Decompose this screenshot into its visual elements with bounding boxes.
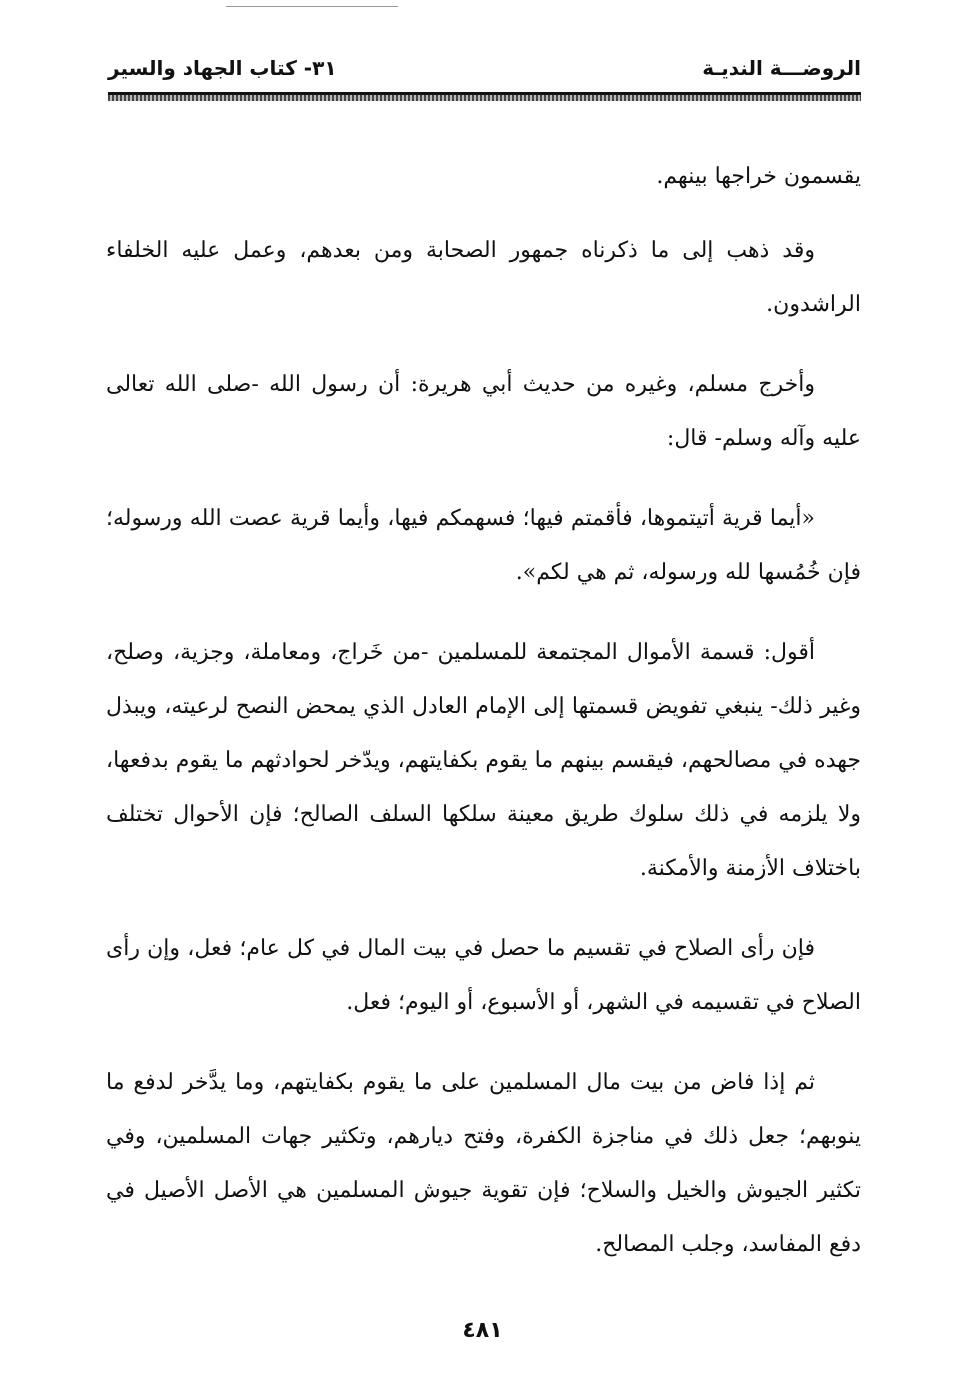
paragraph-surplus: ثم إذا فاض من بيت مال المسلمين على ما يقوم بكفايتهم، وما يدَّخر لدفع ما ينوبهم؛ جعل ذلك في مناجزة الكفرة، وفتح ديارهم، وتكثير جهات المسلمين، وفي تكثير الجيوش والخيل والسلاح؛ فإن تقوية جيوش المسلمين هي الأصل الأصيل في دفع المفاسد، وجلب المصالح.	[106, 1070, 861, 1257]
page-body	[106, 150, 861, 1298]
paragraph-author-opinion: أقول: قسمة الأموال المجتمعة للمسلمين -من خَراج، ومعاملة، وجزية، وصلح، وغير ذلك- ينبغي تفويض قسمتها إلى الإمام العادل الذي يمحض النصح لرعيته، ويبذل جهده في مصالحهم، فيقسم بينهم ما يقوم بكفايتهم، ويدّخر لحوادثهم ما يقوم بدفعها، ولا يلزمه في ذلك سلوك طريق معينة سلكها السلف الصالح؛ فإن الأحوال تختلف باختلاف الأزمنة والأمكنة.	[106, 640, 861, 881]
paragraph-continuation: يقسمون خراجها بينهم.	[656, 164, 861, 189]
page-number: ٤٨١	[462, 1318, 503, 1343]
paragraph-distribution-period: فإن رأى الصلاح في تقسيم ما حصل في بيت المال في كل عام؛ فعل، وإن رأى الصلاح في تقسيمه في الشهر، أو الأسبوع، أو اليوم؛ فعل.	[106, 936, 861, 1015]
paragraph-hadith-intro: وأخرج مسلم، وغيره من حديث أبي هريرة: أن رسول الله -صلى الله تعالى عليه وآله وسلم- قال:	[106, 372, 861, 451]
top-edge-line	[226, 6, 398, 7]
paragraph-companions: وقد ذهب إلى ما ذكرناه جمهور الصحابة ومن بعدهم، وعمل عليه الخلفاء الراشدون.	[106, 238, 861, 317]
book-title: الروضـــة النديـة	[702, 56, 861, 80]
paragraph-hadith-quote: «أيما قرية أتيتموها، فأقمتم فيها؛ فسهمكم فيها، وأيما قرية عصت الله ورسوله؛ فإن خُمُسها لله ورسوله، ثم هي لكم».	[106, 506, 861, 585]
header-rule	[108, 92, 861, 101]
running-header	[108, 56, 861, 90]
chapter-title: ٣١- كتاب الجهاد والسير	[108, 56, 337, 80]
